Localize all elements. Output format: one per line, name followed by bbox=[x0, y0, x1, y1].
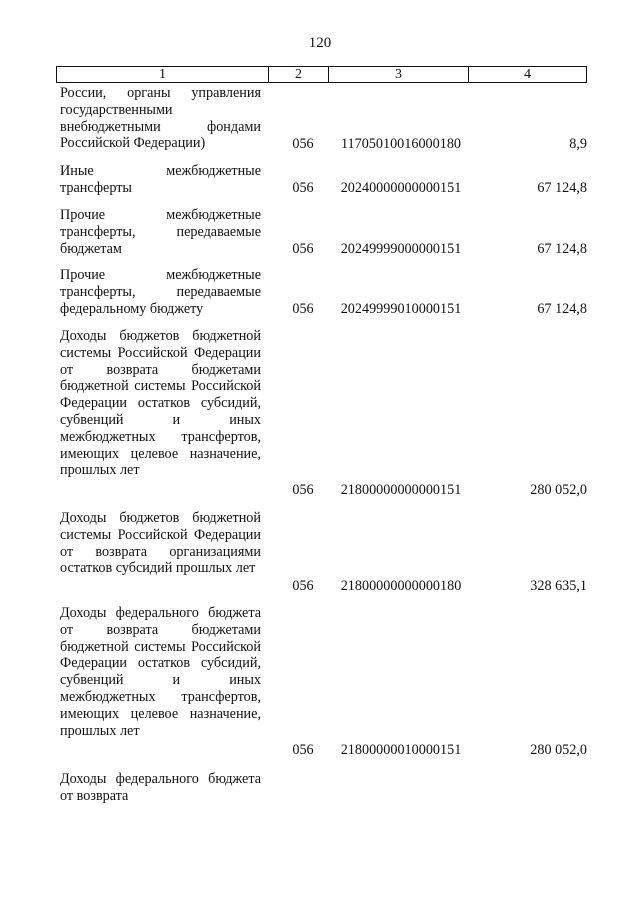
row-kbk: 20249999000000151 bbox=[340, 241, 462, 257]
page-number: 120 bbox=[308, 35, 332, 51]
table-row bbox=[56, 605, 587, 760]
row-amount: 280 052,0 bbox=[530, 482, 587, 498]
row-code: 056 bbox=[292, 578, 314, 594]
row-kbk: 20249999010000151 bbox=[340, 301, 462, 317]
table-row bbox=[56, 85, 587, 153]
row-code: 056 bbox=[292, 241, 314, 257]
row-amount: 280 052,0 bbox=[530, 742, 587, 758]
row-kbk: 20240000000000151 bbox=[340, 180, 462, 196]
table-row bbox=[56, 207, 587, 258]
table-row bbox=[56, 267, 587, 318]
row-amount: 8,9 bbox=[569, 136, 587, 152]
row-amount: 67 124,8 bbox=[537, 241, 587, 257]
row-code: 056 bbox=[292, 742, 314, 758]
row-amount: 67 124,8 bbox=[537, 301, 587, 317]
row-name: Доходы федерального бюджета от возврата бюджетами бюджетной системы Российской Федерации остатков субсидий, субвенций и иных межбюджетных трансфертов, имеющих целевое назначение, прошлых лет bbox=[60, 605, 261, 739]
row-name: Иные межбюджетные трансферты bbox=[60, 163, 261, 196]
header-col-3: 3 bbox=[328, 67, 468, 82]
row-code: 056 bbox=[292, 136, 314, 152]
table-row bbox=[56, 328, 587, 499]
header-col-2: 2 bbox=[268, 67, 328, 82]
row-name: Доходы федерального бюджета от возврата bbox=[60, 771, 261, 804]
row-kbk: 21800000000000180 bbox=[340, 578, 462, 594]
header-col-1: 1 bbox=[159, 67, 166, 82]
row-code: 056 bbox=[292, 482, 314, 498]
table-row bbox=[56, 510, 587, 595]
row-code: 056 bbox=[292, 301, 314, 317]
row-amount: 328 635,1 bbox=[530, 578, 587, 594]
table-row bbox=[56, 163, 587, 197]
row-name: Прочие межбюджетные трансферты, передаваемые бюджетам bbox=[60, 207, 261, 257]
row-name: Доходы бюджетов бюджетной системы Российской Федерации от возврата организациями остатков субсидий прошлых лет bbox=[60, 510, 261, 577]
row-name: Доходы бюджетов бюджетной системы Российской Федерации от возврата бюджетами бюджетной системы Российской Федерации остатков субсидий, субвенций и иных межбюджетных трансфертов, имеющих целевое назначение, прошлых лет bbox=[60, 328, 261, 479]
table-header bbox=[56, 66, 587, 83]
row-kbk: 21800000010000151 bbox=[340, 742, 462, 758]
row-name: России, органы управления государственными внебюджетными фондами Российской Федерации) bbox=[60, 85, 261, 152]
row-name: Прочие межбюджетные трансферты, передаваемые федеральному бюджету bbox=[60, 267, 261, 317]
row-kbk: 11705010016000180 bbox=[340, 136, 462, 152]
table-row bbox=[56, 771, 587, 805]
header-col-4: 4 bbox=[468, 67, 586, 82]
row-amount: 67 124,8 bbox=[537, 180, 587, 196]
row-kbk: 21800000000000151 bbox=[340, 482, 462, 498]
row-code: 056 bbox=[292, 180, 314, 196]
